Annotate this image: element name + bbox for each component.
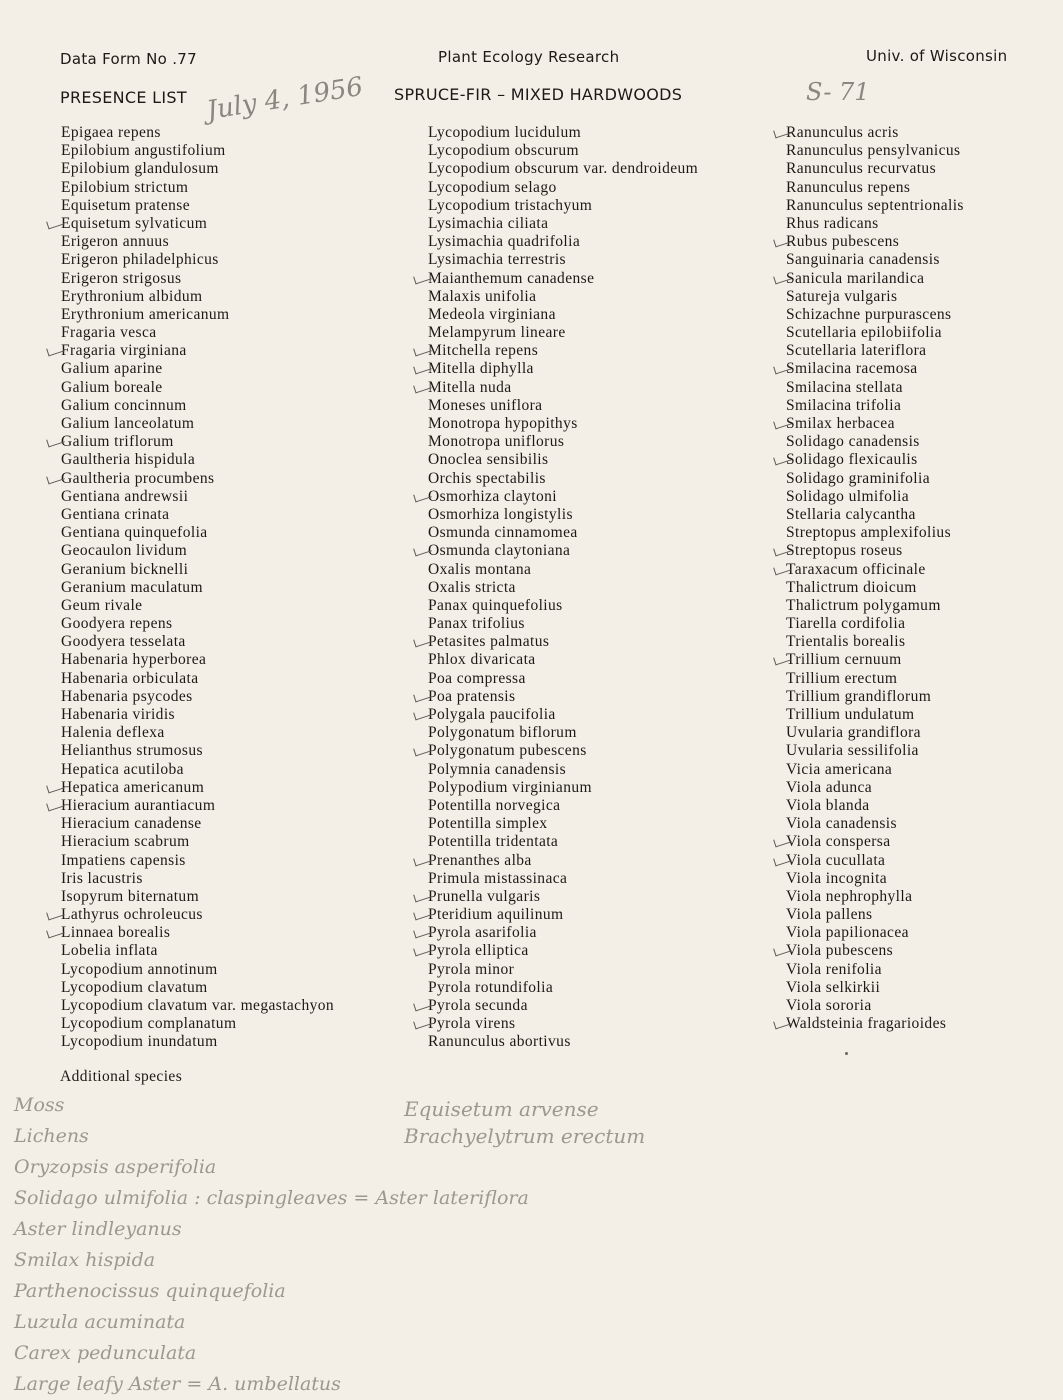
handwritten-note: Lichens xyxy=(14,1125,89,1147)
handwritten-note: Solidago ulmifolia : claspingleaves = Aster lateriflora xyxy=(14,1187,529,1209)
species-item: Monotropa uniflorus xyxy=(428,433,565,451)
community-title: SPRUCE-FIR – MIXED HARDWOODS xyxy=(394,85,683,104)
species-item: Habenaria hyperborea xyxy=(61,651,207,669)
species-item: Linnaea borealis xyxy=(61,924,334,942)
species-item: Galium aparine xyxy=(61,360,163,378)
species-item: Uvularia sessilifolia xyxy=(786,742,919,760)
species-item: Sanicula marilandica xyxy=(786,270,964,288)
species-item: Streptopus amplexifolius xyxy=(786,524,952,542)
species-item: Fragaria virginiana xyxy=(61,342,334,360)
species-item: Trillium erectum xyxy=(786,669,898,687)
university-name: Univ. of Wisconsin xyxy=(866,47,1008,65)
species-item: Ranunculus acris xyxy=(786,124,964,142)
species-item: Habenaria psycodes xyxy=(61,687,193,705)
species-item: Melampyrum lineare xyxy=(428,324,566,342)
species-item: Pteridium aquilinum xyxy=(428,906,698,924)
species-item: Vicia americana xyxy=(786,760,893,778)
species-item: Lycopodium obscurum xyxy=(428,142,579,160)
species-item: Uvularia grandiflora xyxy=(786,724,921,742)
species-item: Osmorhiza claytoni xyxy=(428,488,698,506)
species-item: Lycopodium inundatum xyxy=(61,1033,218,1051)
species-item: Lathyrus ochroleucus xyxy=(61,906,334,924)
species-item: Prunella vulgaris xyxy=(428,888,698,906)
species-item: Halenia deflexa xyxy=(61,724,165,742)
species-item: Lycopodium tristachyum xyxy=(428,196,593,214)
species-item: Panax trifolius xyxy=(428,615,525,633)
species-item: Viola incognita xyxy=(786,869,888,887)
species-item: Maianthemum canadense xyxy=(428,270,698,288)
species-column-1 xyxy=(61,124,334,1052)
species-item: Polygala paucifolia xyxy=(428,706,698,724)
species-item: Polygonatum biflorum xyxy=(428,724,577,742)
species-item: Pyrola virens xyxy=(428,1015,698,1033)
handwritten-note: Carex pedunculata xyxy=(14,1342,197,1364)
species-item: Erythronium albidum xyxy=(61,287,203,305)
species-item: Pyrola secunda xyxy=(428,997,698,1015)
species-item: Epilobium strictum xyxy=(61,178,189,196)
species-item: Smilacina racemosa xyxy=(786,360,964,378)
handwritten-note: Parthenocissus quinquefolia xyxy=(14,1280,286,1302)
species-item: Helianthus strumosus xyxy=(61,742,203,760)
handwritten-date: July 4, 1956 xyxy=(204,71,366,127)
species-item: Rhus radicans xyxy=(786,214,879,232)
species-item: Gentiana quinquefolia xyxy=(61,524,208,542)
species-item: Ranunculus pensylvanicus xyxy=(786,142,961,160)
species-item: Equisetum pratense xyxy=(61,196,191,214)
species-item: Hieracium aurantiacum xyxy=(61,797,334,815)
species-item: Phlox divaricata xyxy=(428,651,536,669)
species-item: Viola pallens xyxy=(786,906,873,924)
species-column-3 xyxy=(786,124,964,1033)
form-number: Data Form No .77 xyxy=(60,50,197,68)
species-item: Epilobium glandulosum xyxy=(61,160,219,178)
handwritten-note: Brachyelytrum erectum xyxy=(404,1124,646,1148)
species-item: Gentiana crinata xyxy=(61,505,170,523)
species-item: Trillium cernuum xyxy=(786,651,964,669)
species-item: Viola pubescens xyxy=(786,942,964,960)
species-item: Onoclea sensibilis xyxy=(428,451,549,469)
handwritten-note: Oryzopsis asperifolia xyxy=(14,1156,217,1178)
species-item: Potentilla norvegica xyxy=(428,796,561,814)
species-item: Solidago ulmifolia xyxy=(786,487,910,505)
species-item: Lysimachia terrestris xyxy=(428,251,566,269)
species-item: Erigeron philadelphicus xyxy=(61,251,219,269)
species-item: Geum rivale xyxy=(61,596,143,614)
species-item: Viola adunca xyxy=(786,778,873,796)
species-item: Erythronium americanum xyxy=(61,305,230,323)
species-item: Polygonatum pubescens xyxy=(428,742,698,760)
handwritten-note: Smilax hispida xyxy=(14,1249,156,1271)
species-item: Thalictrum polygamum xyxy=(786,596,941,614)
species-item: Hieracium canadense xyxy=(61,815,202,833)
species-item: Potentilla simplex xyxy=(428,815,548,833)
species-item: Gaultheria procumbens xyxy=(61,470,334,488)
species-item: Pyrola asarifolia xyxy=(428,924,698,942)
species-item: Osmorhiza longistylis xyxy=(428,505,573,523)
species-item: Ranunculus repens xyxy=(786,178,911,196)
species-item: Pyrola elliptica xyxy=(428,942,698,960)
organization-title: Plant Ecology Research xyxy=(438,48,620,66)
species-item: Lobelia inflata xyxy=(61,942,158,960)
species-item: Poa compressa xyxy=(428,669,526,687)
species-item: Habenaria orbiculata xyxy=(61,669,199,687)
species-item: Hieracium scabrum xyxy=(61,833,190,851)
species-item: Taraxacum officinale xyxy=(786,561,964,579)
species-item: Viola renifolia xyxy=(786,960,882,978)
species-item: Smilacina trifolia xyxy=(786,396,902,414)
species-item: Polypodium virginianum xyxy=(428,778,592,796)
species-item: Viola cucullata xyxy=(786,852,964,870)
species-item: Lycopodium selago xyxy=(428,178,557,196)
species-item: Erigeron strigosus xyxy=(61,269,182,287)
species-item: Ranunculus abortivus xyxy=(428,1033,571,1051)
species-item: Scutellaria epilobiifolia xyxy=(786,324,942,342)
species-item: Monotropa hypopithys xyxy=(428,415,578,432)
species-item: Oxalis stricta xyxy=(428,578,516,596)
species-item: Geocaulon lividum xyxy=(61,542,188,560)
species-item: Lycopodium lucidulum xyxy=(428,124,582,141)
species-item: Hepatica americanum xyxy=(61,779,334,797)
species-item: Smilacina stellata xyxy=(786,378,903,396)
species-item: Sanguinaria canadensis xyxy=(786,251,940,269)
species-item: Goodyera tesselata xyxy=(61,633,186,651)
species-item: Impatiens capensis xyxy=(61,851,186,869)
species-item: Osmunda claytoniana xyxy=(428,542,698,560)
species-item: Waldsteinia fragarioides xyxy=(786,1015,964,1033)
species-item: Trillium undulatum xyxy=(786,706,915,723)
handwritten-note: Large leafy Aster = A. umbellatus xyxy=(14,1373,341,1395)
species-item: Epilobium angustifolium xyxy=(61,142,226,160)
species-item: Solidago canadensis xyxy=(786,433,920,451)
handwritten-note: Equisetum arvense xyxy=(404,1097,599,1121)
species-item: Lycopodium clavatum xyxy=(61,978,208,996)
species-item: Erigeron annuus xyxy=(61,233,170,251)
additional-species-label: Additional species xyxy=(60,1068,183,1085)
species-item: Epigaea repens xyxy=(61,124,161,141)
species-item: Potentilla tridentata xyxy=(428,833,559,851)
species-item: Galium boreale xyxy=(61,378,163,396)
species-item: Iris lacustris xyxy=(61,869,143,887)
species-item: Hepatica acutiloba xyxy=(61,760,184,778)
species-item: Smilax herbacea xyxy=(786,415,964,433)
species-item: Thalictrum dioicum xyxy=(786,578,917,596)
ink-dot xyxy=(845,1052,848,1055)
species-item: Pyrola rotundifolia xyxy=(428,978,554,996)
species-item: Poa pratensis xyxy=(428,688,698,706)
species-item: Solidago flexicaulis xyxy=(786,451,964,469)
species-item: Petasites palmatus xyxy=(428,633,698,651)
species-item: Fragaria vesca xyxy=(61,324,157,342)
species-item: Viola sororia xyxy=(786,997,872,1014)
species-item: Habenaria viridis xyxy=(61,706,175,723)
species-item: Lycopodium obscurum var. dendroideum xyxy=(428,160,699,178)
species-item: Stellaria calycantha xyxy=(786,505,916,523)
species-item: Osmunda cinnamomea xyxy=(428,524,578,542)
species-item: Viola nephrophylla xyxy=(786,887,913,905)
handwritten-note: Moss xyxy=(14,1094,65,1116)
handwritten-note: Luzula acuminata xyxy=(14,1311,186,1333)
species-item: Tiarella cordifolia xyxy=(786,615,906,633)
species-item: Galium concinnum xyxy=(61,396,187,414)
species-item: Geranium bicknelli xyxy=(61,560,189,578)
species-item: Viola selkirkii xyxy=(786,978,881,996)
species-item: Ranunculus recurvatus xyxy=(786,160,937,178)
species-item: Lycopodium clavatum var. megastachyon xyxy=(61,997,335,1014)
species-item: Prenanthes alba xyxy=(428,852,698,870)
species-item: Viola blanda xyxy=(786,796,870,814)
species-item: Viola canadensis xyxy=(786,815,897,833)
species-item: Lycopodium annotinum xyxy=(61,960,218,978)
species-item: Trillium grandiflorum xyxy=(786,687,932,705)
species-item: Mitella nuda xyxy=(428,379,698,397)
species-item: Galium lanceolatum xyxy=(61,415,195,432)
species-item: Gaultheria hispidula xyxy=(61,451,196,469)
species-item: Mitella diphylla xyxy=(428,360,698,378)
species-item: Geranium maculatum xyxy=(61,578,203,596)
species-item: Ranunculus septentrionalis xyxy=(786,196,964,214)
species-item: Solidago graminifolia xyxy=(786,469,931,487)
species-item: Isopyrum biternatum xyxy=(61,887,200,905)
species-item: Streptopus roseus xyxy=(786,542,964,560)
species-item: Moneses uniflora xyxy=(428,396,543,414)
species-item: Polymnia canadensis xyxy=(428,760,567,778)
list-title: PRESENCE LIST xyxy=(60,88,187,107)
handwritten-note: Aster lindleyanus xyxy=(14,1218,182,1240)
handwritten-notes-middle xyxy=(404,1096,645,1150)
species-item: Oxalis montana xyxy=(428,560,532,578)
species-item: Gentiana andrewsii xyxy=(61,487,189,505)
species-column-2 xyxy=(428,124,698,1052)
species-item: Lycopodium complanatum xyxy=(61,1015,237,1033)
species-item: Equisetum sylvaticum xyxy=(61,215,334,233)
species-item: Lysimachia quadrifolia xyxy=(428,233,581,251)
species-item: Mitchella repens xyxy=(428,342,698,360)
species-item: Rubus pubescens xyxy=(786,233,964,251)
species-item: Viola papilionacea xyxy=(786,924,909,942)
species-item: Trientalis borealis xyxy=(786,633,906,651)
species-item: Goodyera repens xyxy=(61,615,173,633)
species-item: Primula mistassinaca xyxy=(428,869,568,887)
species-item: Scutellaria lateriflora xyxy=(786,342,927,360)
species-item: Satureja vulgaris xyxy=(786,287,898,305)
species-item: Medeola virginiana xyxy=(428,305,556,323)
species-item: Lysimachia ciliata xyxy=(428,214,549,232)
species-item: Pyrola minor xyxy=(428,960,515,978)
handwritten-stand-number: S- 71 xyxy=(806,78,870,106)
species-item: Orchis spectabilis xyxy=(428,469,546,487)
species-item: Galium triflorum xyxy=(61,433,334,451)
species-item: Schizachne purpurascens xyxy=(786,305,952,323)
species-item: Viola conspersa xyxy=(786,833,964,851)
species-item: Malaxis unifolia xyxy=(428,287,537,305)
species-item: Panax quinquefolius xyxy=(428,596,563,614)
